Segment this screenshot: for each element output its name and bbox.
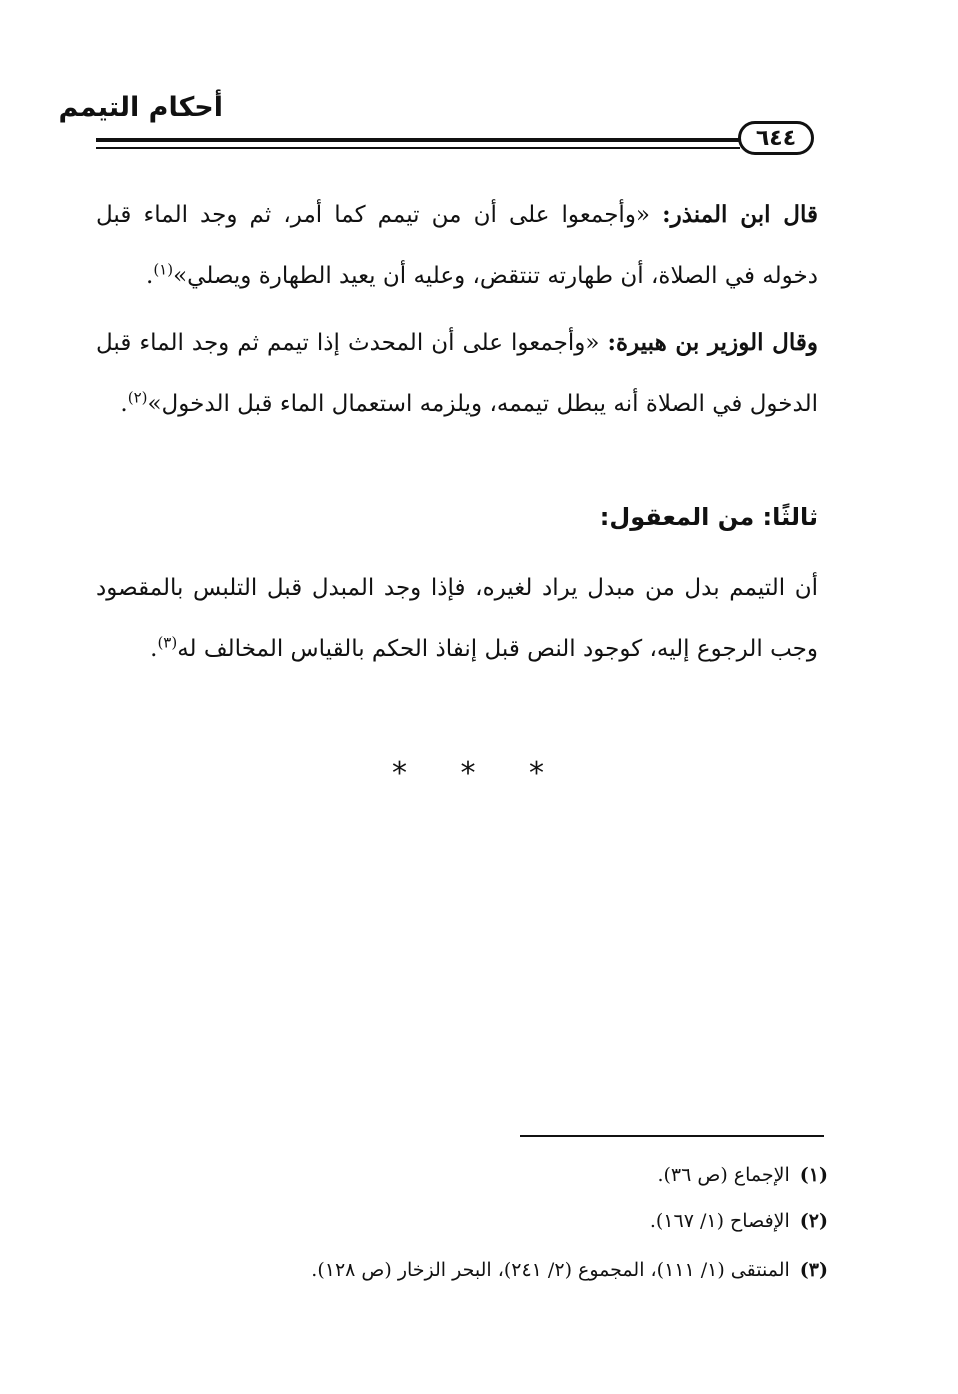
- paragraph-end: .: [146, 263, 154, 289]
- footnote-1: [657, 1164, 828, 1186]
- footnote-marker[interactable]: (٣): [157, 633, 178, 652]
- paragraph-ibn-al-mundhir: [96, 184, 818, 307]
- paragraph-text: «وأجمعوا على أن المحدث إذا تيمم ثم وجد الماء قبل الدخول في الصلاة أنه يبطل تيممه، ويلزمه استعمال الماء قبل الدخول»: [96, 330, 818, 417]
- footnote-number: (١): [799, 1164, 828, 1186]
- footnote-text: الإفصاح (١/ ١٦٧).: [649, 1210, 790, 1232]
- paragraph-text: أن التيمم بدل من مبدل يراد لغيره، فإذا وجد المبدل قبل التلبس بالمقصود وجب الرجوع إليه، كوجود النص قبل إنفاذ الحكم بالقياس المخالف له: [96, 575, 818, 662]
- paragraph-lead: وقال الوزير بن هبيرة:: [607, 329, 818, 356]
- paragraph-end: .: [120, 391, 128, 417]
- footnote-rule: [520, 1135, 824, 1137]
- footnote-marker[interactable]: (١): [153, 260, 174, 279]
- footnote-text: الإجماع (ص ٣٦).: [657, 1164, 790, 1186]
- footnote-marker[interactable]: (٢): [127, 388, 148, 407]
- footnote-text: المنتقى (١/ ١١١)، المجموع (٢/ ٢٤١)، البحر الزخار (ص ١٢٨).: [311, 1259, 790, 1281]
- footnote-number: (٣): [799, 1259, 828, 1281]
- paragraph-lead: قال ابن المنذر:: [662, 201, 818, 228]
- paragraph-end: .: [150, 636, 158, 662]
- header-rule: [96, 138, 740, 142]
- footnote-number: (٢): [799, 1210, 828, 1232]
- footnote-3: [311, 1259, 828, 1281]
- section-heading: ثالثًا: من المعقول:: [599, 503, 818, 531]
- paragraph-text: «وأجمعوا على أن من تيمم كما أمر، ثم وجد الماء قبل دخوله في الصلاة، أن طهارته تنتقض، وعليه أن يعيد الطهارة ويصلي»: [96, 202, 818, 289]
- header-rule-thin: [96, 147, 740, 149]
- section-separator: * * *: [391, 756, 567, 791]
- page-number-badge: ٦٤٤: [738, 121, 814, 155]
- running-title: أحكام التيمم: [58, 92, 223, 123]
- footnote-2: [650, 1210, 828, 1232]
- paragraph-ibn-hubayra: [96, 312, 818, 435]
- paragraph-rational-proof: [96, 558, 818, 680]
